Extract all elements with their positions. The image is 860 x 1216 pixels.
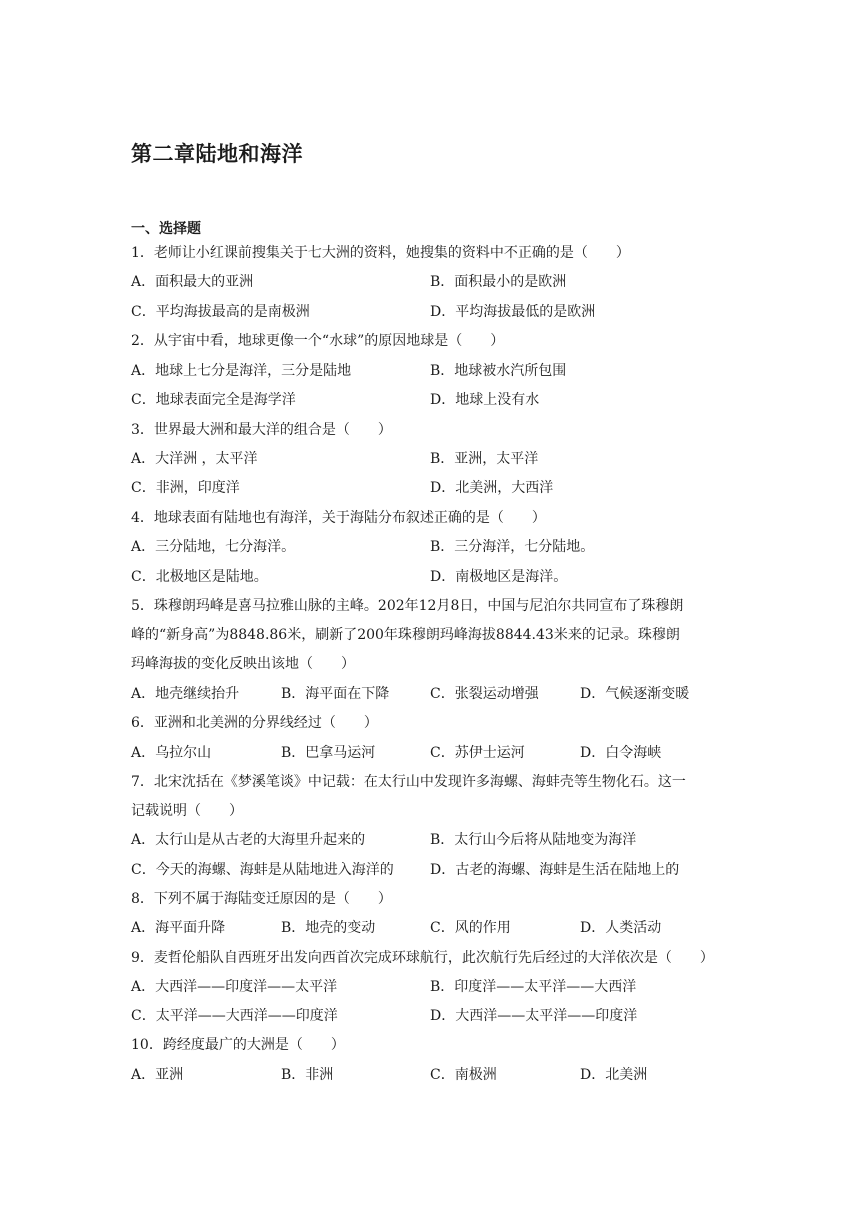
option-a: A．面积最大的亚洲 (131, 274, 254, 290)
option-b: B．地壳的变动 (281, 920, 376, 936)
question-stem: 7．北宋沈括在《梦溪笔谈》中记载：在太行山中发现许多海螺、海蚌壳等生物化石。这一 (131, 774, 686, 790)
option-d: D．南极地区是海洋。 (430, 569, 568, 585)
question-stem: 6．亚洲和北美洲的分界线经过（ ） (131, 715, 378, 731)
option-c: C．非洲，印度洋 (131, 480, 240, 496)
question-stem: 8．下列不属于海陆变迁原因的是（ ） (131, 891, 392, 907)
option-d: D．地球上没有水 (430, 392, 540, 408)
option-d: D．北美洲 (580, 1067, 648, 1083)
option-b: B．三分海洋，七分陆地。 (430, 539, 595, 555)
option-b: B．太行山今后将从陆地变为海洋 (430, 832, 637, 848)
option-a: A．亚洲 (131, 1067, 184, 1083)
option-a: A．地球上七分是海洋，三分是陆地 (131, 363, 352, 379)
question-stem-cont: 峰的“新身高”为8848.86米，刷新了200年珠穆朗玛峰海拔8844.43米来的记录。珠穆朗 (131, 627, 680, 643)
option-c: C．风的作用 (430, 920, 511, 936)
option-c: C．张裂运动增强 (430, 686, 539, 702)
option-c: C．地球表面完全是海学洋 (131, 392, 296, 408)
question-stem: 4．地球表面有陆地也有海洋，关于海陆分布叙述正确的是（ ） (131, 510, 546, 526)
question-stem-cont: 记载说明（ ） (131, 803, 243, 819)
option-a: A．三分陆地，七分海洋。 (131, 539, 296, 555)
option-a: A．乌拉尔山 (131, 745, 212, 761)
question-stem: 2．从宇宙中看，地球更像一个“水球”的原因地球是（ ） (131, 333, 505, 349)
option-d: D．古老的海螺、海蚌是生活在陆地上的 (430, 862, 680, 878)
question-stem-cont: 玛峰海拔的变化反映出该地（ ） (131, 656, 355, 672)
option-c: C．苏伊士运河 (430, 745, 525, 761)
option-d: D．气候逐渐变暖 (580, 686, 690, 702)
option-a: A．地壳继续抬升 (131, 686, 240, 702)
option-b: B．巴拿马运河 (281, 745, 376, 761)
option-d: D．平均海拔最低的是欧洲 (430, 304, 596, 320)
option-d: D．白令海峡 (580, 745, 662, 761)
option-b: B．亚洲，太平洋 (430, 451, 539, 467)
option-c: C．今天的海螺、海蚌是从陆地进入海洋的 (131, 862, 394, 878)
option-d: D．人类活动 (580, 920, 662, 936)
option-c: C．平均海拔最高的是南极洲 (131, 304, 310, 320)
option-b: B．海平面在下降 (281, 686, 390, 702)
question-stem: 9．麦哲伦船队自西班牙出发向西首次完成环球航行，此次航行先后经过的大洋依次是（ ） (131, 950, 714, 966)
section-heading: 一、选择题 (131, 221, 201, 237)
option-d: D．北美洲，大西洋 (430, 480, 554, 496)
question-stem: 10．跨经度最广的大洲是（ ） (131, 1037, 345, 1053)
option-a: A．海平面升降 (131, 920, 226, 936)
page-title: 第二章陆地和海洋 (131, 142, 303, 166)
option-b: B．印度洋——太平洋——大西洋 (430, 979, 637, 995)
option-b: B．面积最小的是欧洲 (430, 274, 567, 290)
option-a: A．太行山是从古老的大海里升起来的 (131, 832, 366, 848)
option-c: C．北极地区是陆地。 (131, 569, 268, 585)
option-a: A．大西洋——印度洋——太平洋 (131, 979, 338, 995)
option-d: D．大西洋——太平洋——印度洋 (430, 1008, 638, 1024)
question-stem: 1．老师让小红课前搜集关于七大洲的资料，她搜集的资料中不正确的是（ ） (131, 245, 630, 261)
option-a: A．大洋洲 ，太平洋 (131, 451, 258, 467)
question-stem: 3．世界最大洲和最大洋的组合是（ ） (131, 422, 392, 438)
option-c: C．南极洲 (430, 1067, 497, 1083)
option-b: B．非洲 (281, 1067, 334, 1083)
option-b: B．地球被水汽所包围 (430, 363, 567, 379)
question-stem: 5．珠穆朗玛峰是喜马拉雅山脉的主峰。202年12月8日，中国与尼泊尔共同宣布了珠穆朗 (131, 598, 684, 614)
option-c: C．太平洋——大西洋——印度洋 (131, 1008, 338, 1024)
